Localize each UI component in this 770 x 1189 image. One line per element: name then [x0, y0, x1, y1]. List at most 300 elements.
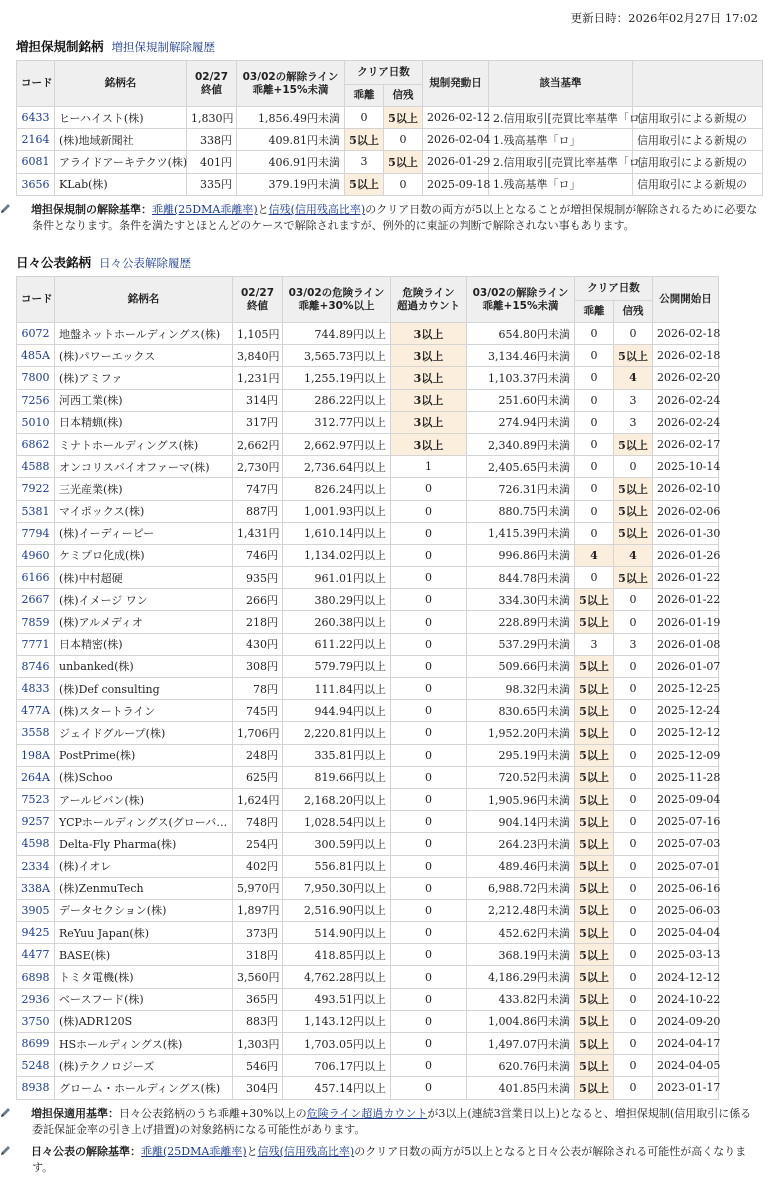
release-line: 274.94円未満	[467, 411, 575, 433]
table-row	[17, 877, 719, 899]
code-cell	[17, 633, 55, 655]
danger-count: 0	[391, 788, 467, 810]
code-cell	[17, 589, 55, 611]
danger-count: 0	[391, 522, 467, 544]
code-cell	[17, 678, 55, 700]
shinzan-link[interactable]: 信残(信用残高比率)	[257, 1145, 355, 1158]
stock-code-link[interactable]: 4477	[21, 948, 50, 962]
table-row	[17, 456, 719, 478]
clear-kairi: 5以上	[575, 1010, 614, 1032]
release-line: 433.82円未満	[467, 988, 575, 1010]
code-cell	[17, 323, 55, 345]
regulation-date: 2026-02-12	[423, 107, 489, 129]
stock-name: マイポックス(株)	[55, 500, 233, 522]
stock-name: (株)ZenmuTech	[55, 877, 233, 899]
danger-line: 961.01円以上	[283, 567, 391, 589]
danger-count: 0	[391, 744, 467, 766]
clear-kairi: 3	[575, 633, 614, 655]
table-row	[17, 567, 719, 589]
release-line: 654.80円未満	[467, 323, 575, 345]
stock-name: 地盤ネットホールディングス(株)	[55, 323, 233, 345]
margin-release-history-link[interactable]: 増担保規制解除履歴	[111, 40, 215, 54]
release-line: 379.19円未満	[237, 173, 345, 195]
stock-code-link[interactable]: 6081	[21, 155, 50, 169]
start-date: 2025-03-13	[653, 944, 719, 966]
table-row	[17, 722, 719, 744]
danger-line: 1,028.54円以上	[283, 811, 391, 833]
stock-code-link[interactable]: 6898	[21, 970, 50, 984]
stock-name: トミタ電機(株)	[55, 966, 233, 988]
release-line: 6,988.72円未満	[467, 877, 575, 899]
table-row	[17, 1077, 719, 1099]
clear-kairi: 5以上	[575, 655, 614, 677]
stock-code-link[interactable]: 6166	[21, 571, 50, 585]
table-row	[17, 323, 719, 345]
release-line: 251.60円未満	[467, 389, 575, 411]
stock-name: PostPrime(株)	[55, 744, 233, 766]
clear-kairi: 5以上	[575, 944, 614, 966]
stock-name: グローム・ホールディングス(株)	[55, 1077, 233, 1099]
danger-line: 706.17円以上	[283, 1055, 391, 1077]
close-price: 1,830円	[187, 107, 237, 129]
clear-kairi: 0	[575, 522, 614, 544]
close-price: 373円	[233, 922, 283, 944]
stock-code-link[interactable]: 7256	[21, 393, 50, 407]
stock-name: オンコリスバイオファーマ(株)	[55, 456, 233, 478]
code-cell	[17, 922, 55, 944]
danger-line: 7,950.30円以上	[283, 877, 391, 899]
danger-line: 300.59円以上	[283, 833, 391, 855]
stock-name: (株)イーディーピー	[55, 522, 233, 544]
code-cell	[17, 1010, 55, 1032]
clear-shinzan: 0	[614, 1055, 653, 1077]
close-price: 1,897円	[233, 899, 283, 921]
close-price: 78円	[233, 678, 283, 700]
danger-line: 457.14円以上	[283, 1077, 391, 1099]
regulation-date: 2026-02-04	[423, 129, 489, 151]
col-release-line: 03/02の解除ライン 乖離+15%未満	[467, 277, 575, 323]
danger-line: 2,662.97円以上	[283, 433, 391, 455]
code-cell	[17, 522, 55, 544]
table-row	[17, 766, 719, 788]
col-code: コード	[17, 277, 55, 323]
danger-count: 0	[391, 567, 467, 589]
release-line: 1,497.07円未満	[467, 1033, 575, 1055]
start-date: 2026-01-22	[653, 567, 719, 589]
close-price: 625円	[233, 766, 283, 788]
code-cell	[17, 700, 55, 722]
stock-code-link[interactable]: 4960	[21, 548, 50, 562]
criteria: 1.残高基準「ロ」	[489, 129, 633, 151]
close-price: 318円	[233, 944, 283, 966]
code-cell	[17, 107, 55, 129]
start-date: 2025-07-16	[653, 811, 719, 833]
clear-kairi: 0	[575, 500, 614, 522]
clear-shinzan: 0	[614, 855, 653, 877]
close-price: 304円	[233, 1077, 283, 1099]
kairi-link[interactable]: 乖離(25DMA乖離率)	[152, 203, 258, 216]
stock-code-link[interactable]: 477A	[21, 704, 50, 718]
col-danger-line: 03/02の危険ライン 乖離+30%以上	[283, 277, 391, 323]
close-price: 883円	[233, 1010, 283, 1032]
start-date: 2025-07-01	[653, 855, 719, 877]
release-line: 830.65円未満	[467, 700, 575, 722]
clear-kairi: 0	[575, 433, 614, 455]
updated-timestamp: 更新日時：2026年02月27日 17:02	[570, 11, 758, 25]
clear-shinzan: 0	[614, 966, 653, 988]
close-price: 401円	[187, 151, 237, 173]
stock-code-link[interactable]: 264A	[21, 770, 50, 784]
close-price: 1,231円	[233, 367, 283, 389]
close-price: 1,303円	[233, 1033, 283, 1055]
stock-code-link[interactable]: 7523	[21, 793, 50, 807]
criteria: 2.信用取引[売買比率基準「ロ」	[489, 107, 633, 129]
stock-code-link[interactable]: 3750	[21, 1014, 50, 1028]
danger-count: 0	[391, 1055, 467, 1077]
stock-name: (株)テクノロジーズ	[55, 1055, 233, 1077]
stock-name: (株)パワーエックス	[55, 345, 233, 367]
danger-line: 1,143.12円以上	[283, 1010, 391, 1032]
start-date: 2026-01-19	[653, 611, 719, 633]
clear-shinzan: 5以上	[614, 478, 653, 500]
start-date: 2025-11-28	[653, 766, 719, 788]
clear-shinzan: 0	[614, 611, 653, 633]
danger-count: 0	[391, 833, 467, 855]
clear-kairi: 5以上	[575, 855, 614, 877]
table-row	[17, 129, 763, 151]
stock-code-link[interactable]: 2936	[21, 992, 50, 1006]
clear-shinzan: 0	[614, 744, 653, 766]
code-cell	[17, 1033, 55, 1055]
start-date: 2025-07-03	[653, 833, 719, 855]
start-date: 2025-12-24	[653, 700, 719, 722]
section-title: 増担保規制銘柄	[16, 39, 104, 54]
danger-count: 1	[391, 456, 467, 478]
note-label: 日々公表の解除基準：	[31, 1145, 141, 1158]
release-line: 489.46円未満	[467, 855, 575, 877]
col-clear-days: クリア日数	[345, 61, 423, 85]
code-cell	[17, 855, 55, 877]
release-line: 264.23円未満	[467, 833, 575, 855]
stock-code-link[interactable]: 2334	[21, 859, 50, 873]
start-date: 2025-04-04	[653, 922, 719, 944]
note-text: のクリア日数の両方が5以上となることが増担保規制が解除されるために必要な条件となります。条件を満たすとほとんどのケースで解除されますが、例外的に東証の判断で解除されない事もあります。	[32, 203, 758, 232]
danger-count: 0	[391, 811, 467, 833]
table-row	[17, 700, 719, 722]
danger-count: 0	[391, 655, 467, 677]
stock-code-link[interactable]: 485A	[21, 349, 50, 363]
table-row	[17, 788, 719, 810]
danger-count: 3以上	[391, 345, 467, 367]
close-price: 748円	[233, 811, 283, 833]
danger-line: 260.38円以上	[283, 611, 391, 633]
criteria: 2.信用取引[売買比率基準「ロ」	[489, 151, 633, 173]
stock-name: (株)イメージ ワン	[55, 589, 233, 611]
stock-name: ケミプロ化成(株)	[55, 544, 233, 566]
table-row	[17, 611, 719, 633]
stock-name: データセクション(株)	[55, 899, 233, 921]
release-line: 2,212.48円未満	[467, 899, 575, 921]
note-text: が3以上(連続3営業日以上)となると、増担保規制(信用取引に係る委託保証金率の引き上げ措置)の対象銘柄になる可能性があります。	[32, 1107, 752, 1136]
start-date: 2025-12-09	[653, 744, 719, 766]
stock-code-link[interactable]: 4598	[21, 837, 50, 851]
danger-count: 0	[391, 899, 467, 921]
note-text: と	[246, 1145, 258, 1158]
release-line: 880.75円未満	[467, 500, 575, 522]
danger-line: 611.22円以上	[283, 633, 391, 655]
stock-code-link[interactable]: 4588	[21, 460, 50, 474]
table-row	[17, 544, 719, 566]
release-line: 509.66円未満	[467, 655, 575, 677]
table-row	[17, 411, 719, 433]
criteria: 1.残高基準「ロ」	[489, 173, 633, 195]
stock-code-link[interactable]: 9425	[21, 926, 50, 940]
close-price: 335円	[187, 173, 237, 195]
clear-kairi: 5以上	[575, 589, 614, 611]
stock-code-link[interactable]: 198A	[21, 748, 50, 762]
note-label: 増担保規制の解除基準：	[31, 203, 152, 216]
start-date: 2026-02-24	[653, 411, 719, 433]
stock-code-link[interactable]: 7800	[21, 371, 50, 385]
col-clear-kairi: 乖離	[575, 301, 614, 323]
stock-code-link[interactable]: 8746	[21, 659, 50, 673]
stock-code-link[interactable]: 8699	[21, 1037, 50, 1051]
danger-line: 418.85円以上	[283, 944, 391, 966]
clear-kairi: 0	[575, 389, 614, 411]
code-cell	[17, 389, 55, 411]
stock-code-link[interactable]: 4833	[21, 682, 50, 696]
code-cell	[17, 655, 55, 677]
col-clear-shinzan: 信残	[384, 85, 423, 107]
code-cell	[17, 500, 55, 522]
table-row	[17, 1010, 719, 1032]
clear-kairi: 5以上	[575, 700, 614, 722]
danger-line: 335.81円以上	[283, 744, 391, 766]
stock-code-link[interactable]: 5381	[21, 504, 50, 518]
clear-kairi: 0	[575, 411, 614, 433]
start-date: 2024-04-17	[653, 1033, 719, 1055]
stock-code-link[interactable]: 3558	[21, 726, 50, 740]
code-cell	[17, 988, 55, 1010]
danger-count: 0	[391, 922, 467, 944]
release-line: 1,952.20円未満	[467, 722, 575, 744]
stock-code-link[interactable]: 5248	[21, 1059, 50, 1073]
table-row	[17, 367, 719, 389]
daily-release-history-link[interactable]: 日々公表解除履歴	[99, 256, 191, 270]
stock-code-link[interactable]: 6862	[21, 438, 50, 452]
stock-name: 日本精蝋(株)	[55, 411, 233, 433]
stock-name: (株)中村超硬	[55, 567, 233, 589]
close-price: 3,560円	[233, 966, 283, 988]
release-line: 228.89円未満	[467, 611, 575, 633]
col-name: 銘柄名	[55, 61, 187, 107]
clear-shinzan: 0	[614, 1077, 653, 1099]
release-line: 1,856.49円未満	[237, 107, 345, 129]
danger-line: 1,610.14円以上	[283, 522, 391, 544]
close-price: 1,105円	[233, 323, 283, 345]
stock-code-link[interactable]: 3905	[21, 903, 50, 917]
danger-count: 3以上	[391, 389, 467, 411]
clear-kairi: 0	[575, 345, 614, 367]
table-row	[17, 966, 719, 988]
section-daily-disclosure-header	[16, 253, 191, 271]
close-price: 747円	[233, 478, 283, 500]
start-date: 2026-02-20	[653, 367, 719, 389]
clear-shinzan: 0	[384, 129, 423, 151]
close-price: 5,970円	[233, 877, 283, 899]
clear-kairi: 5以上	[575, 744, 614, 766]
danger-line: 493.51円以上	[283, 988, 391, 1010]
daily-release-criteria-note	[16, 1144, 758, 1176]
close-price: 887円	[233, 500, 283, 522]
danger-line: 1,001.93円以上	[283, 500, 391, 522]
stock-name: (株)アミファ	[55, 367, 233, 389]
stock-code-link[interactable]: 338A	[21, 881, 50, 895]
danger-line: 380.29円以上	[283, 589, 391, 611]
clear-kairi: 5以上	[575, 1055, 614, 1077]
stock-code-link[interactable]: 2667	[21, 593, 50, 607]
table-row	[17, 389, 719, 411]
table-row	[17, 1055, 719, 1077]
release-line: 726.31円未満	[467, 478, 575, 500]
table-row	[17, 478, 719, 500]
table-row	[17, 633, 719, 655]
release-line: 452.62円未満	[467, 922, 575, 944]
stock-code-link[interactable]: 8938	[21, 1081, 50, 1095]
table-row	[17, 107, 763, 129]
code-cell	[17, 766, 55, 788]
table-row	[17, 522, 719, 544]
shinzan-link[interactable]: 信残(信用残高比率)	[268, 203, 366, 216]
col-close: 02/27 終値	[233, 277, 283, 323]
release-line: 409.81円未満	[237, 129, 345, 151]
release-line: 1,905.96円未満	[467, 788, 575, 810]
code-cell	[17, 611, 55, 633]
close-price: 218円	[233, 611, 283, 633]
clear-shinzan: 0	[614, 922, 653, 944]
start-date: 2024-10-22	[653, 988, 719, 1010]
col-regulation-date: 規制発動日	[423, 61, 489, 107]
stock-code-link[interactable]: 2164	[21, 133, 50, 147]
start-date: 2026-02-06	[653, 500, 719, 522]
release-line: 1,415.39円未満	[467, 522, 575, 544]
danger-count: 0	[391, 1010, 467, 1032]
stock-name: ミナトホールディングス(株)	[55, 433, 233, 455]
stock-code-link[interactable]: 6072	[21, 327, 50, 341]
clear-shinzan: 0	[384, 173, 423, 195]
pencil-icon	[16, 1107, 28, 1118]
start-date: 2025-06-03	[653, 899, 719, 921]
stock-code-link[interactable]: 7922	[21, 482, 50, 496]
stock-code-link[interactable]: 6433	[21, 111, 50, 125]
col-name: 銘柄名	[55, 277, 233, 323]
danger-count: 0	[391, 500, 467, 522]
clear-shinzan: 0	[614, 456, 653, 478]
close-price: 2,730円	[233, 456, 283, 478]
stock-name: HSホールディングス(株)	[55, 1033, 233, 1055]
stock-name: (株)Schoo	[55, 766, 233, 788]
col-criteria: 該当基準	[489, 61, 633, 107]
stock-name: (株)Def consulting	[55, 678, 233, 700]
stock-code-link[interactable]: 7794	[21, 526, 50, 540]
stock-name: unbanked(株)	[55, 655, 233, 677]
code-cell	[17, 811, 55, 833]
stock-code-link[interactable]: 7771	[21, 637, 50, 651]
clear-shinzan: 3	[614, 389, 653, 411]
close-price: 745円	[233, 700, 283, 722]
release-line: 2,340.89円未満	[467, 433, 575, 455]
stock-name: 河西工業(株)	[55, 389, 233, 411]
stock-code-link[interactable]: 9257	[21, 815, 50, 829]
clear-shinzan: 5以上	[384, 107, 423, 129]
close-price: 308円	[233, 655, 283, 677]
start-date: 2026-01-08	[653, 633, 719, 655]
stock-name: ヒーハイスト(株)	[55, 107, 187, 129]
close-price: 338円	[187, 129, 237, 151]
start-date: 2024-04-05	[653, 1055, 719, 1077]
clear-kairi: 5以上	[575, 766, 614, 788]
close-price: 248円	[233, 744, 283, 766]
clear-shinzan: 0	[614, 323, 653, 345]
table-row	[17, 988, 719, 1010]
code-cell	[17, 744, 55, 766]
clear-kairi: 5以上	[575, 1033, 614, 1055]
close-price: 430円	[233, 633, 283, 655]
code-cell	[17, 966, 55, 988]
clear-kairi: 5以上	[575, 678, 614, 700]
start-date: 2026-01-22	[653, 589, 719, 611]
extra-info: 信用取引による新規の	[633, 151, 763, 173]
code-cell	[17, 944, 55, 966]
danger-line: 556.81円以上	[283, 855, 391, 877]
danger-count: 0	[391, 1033, 467, 1055]
code-cell	[17, 899, 55, 921]
clear-kairi: 5以上	[575, 966, 614, 988]
stock-name: 三光産業(株)	[55, 478, 233, 500]
kairi-link[interactable]: 乖離(25DMA乖離率)	[141, 1145, 247, 1158]
danger-line: 944.94円以上	[283, 700, 391, 722]
release-line: 844.78円未満	[467, 567, 575, 589]
code-cell	[17, 129, 55, 151]
danger-line: 744.89円以上	[283, 323, 391, 345]
start-date: 2024-12-12	[653, 966, 719, 988]
stock-code-link[interactable]: 3656	[21, 177, 50, 191]
start-date: 2025-10-14	[653, 456, 719, 478]
margin-release-criteria-note	[16, 202, 758, 234]
stock-code-link[interactable]: 5010	[21, 415, 50, 429]
note-text: 日々公表銘柄のうち乖離+30%以上の	[119, 1107, 307, 1120]
danger-line: 819.66円以上	[283, 766, 391, 788]
clear-shinzan: 3	[614, 411, 653, 433]
stock-name: YCPホールディングス(グローバ…	[55, 811, 233, 833]
clear-kairi: 3	[345, 151, 384, 173]
code-cell	[17, 567, 55, 589]
danger-line: 514.90円以上	[283, 922, 391, 944]
section-title: 日々公表銘柄	[16, 255, 92, 270]
col-start-date: 公開開始日	[653, 277, 719, 323]
danger-count: 0	[391, 678, 467, 700]
danger-count: 0	[391, 544, 467, 566]
clear-kairi: 0	[575, 367, 614, 389]
stock-code-link[interactable]: 7859	[21, 615, 50, 629]
danger-count: 0	[391, 478, 467, 500]
danger-line: 1,134.02円以上	[283, 544, 391, 566]
code-cell	[17, 411, 55, 433]
release-line: 98.32円未満	[467, 678, 575, 700]
table-row	[17, 855, 719, 877]
danger-count-link[interactable]: 危険ライン超過カウント	[306, 1107, 428, 1120]
clear-shinzan: 5以上	[614, 500, 653, 522]
